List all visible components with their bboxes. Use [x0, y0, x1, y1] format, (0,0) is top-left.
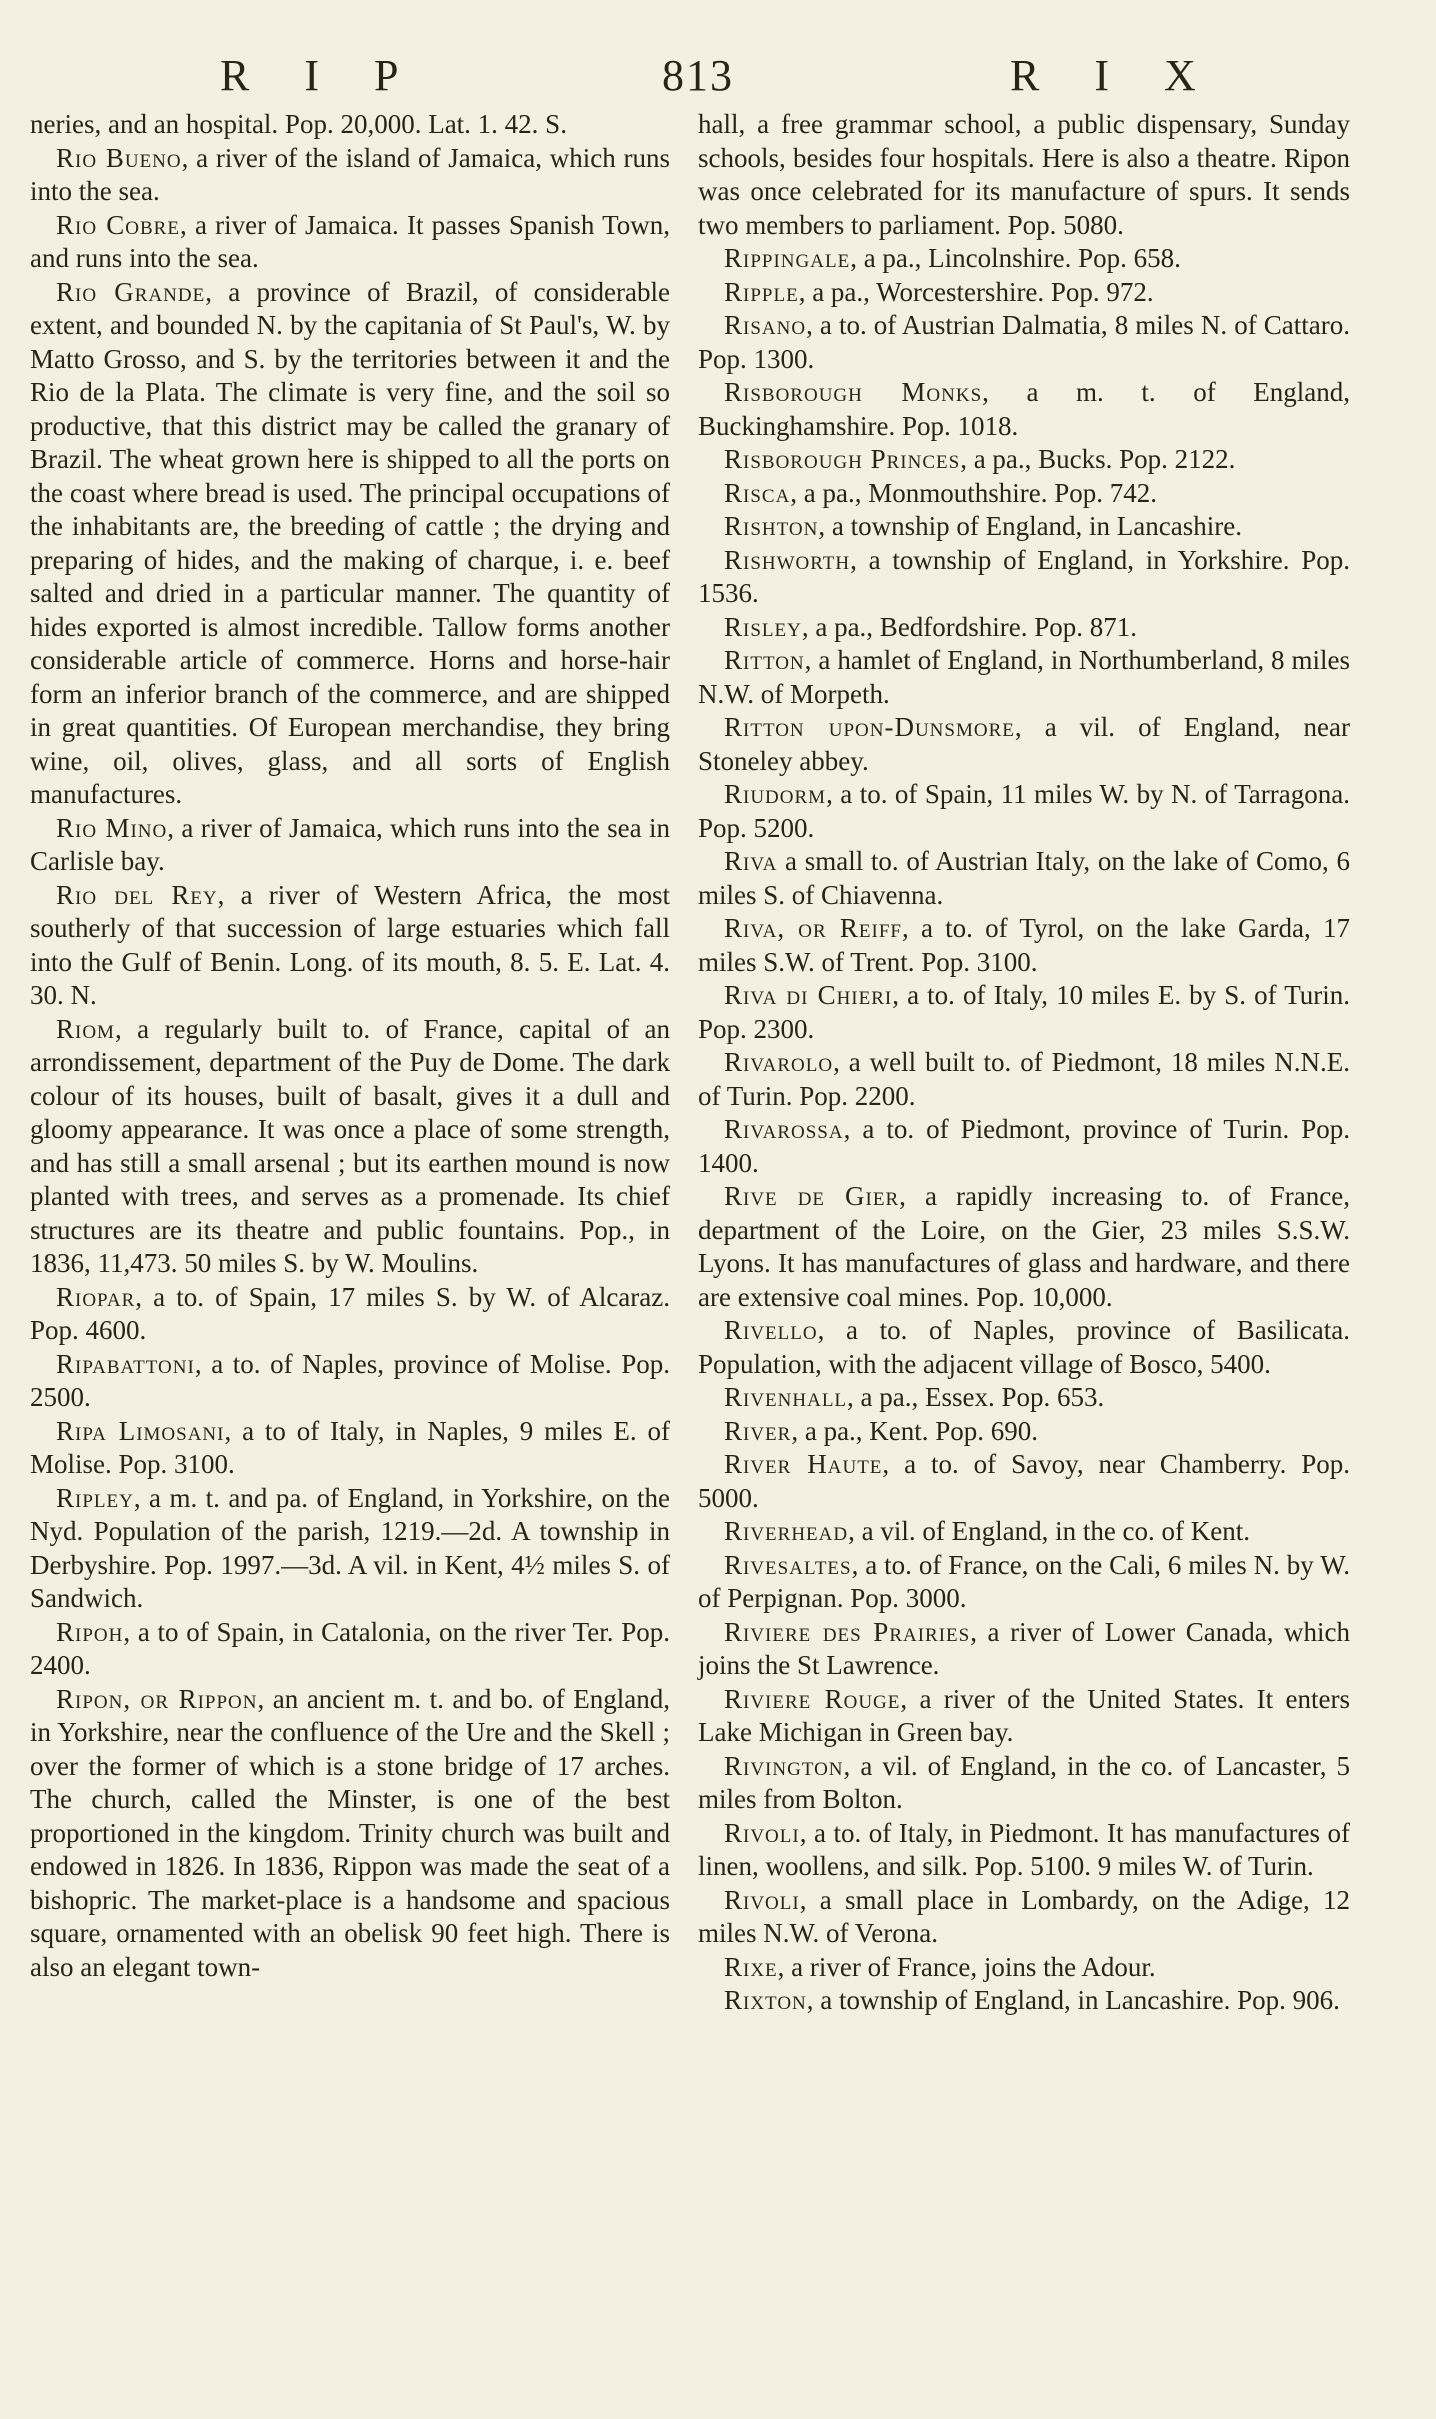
entry-headword: Riverhead: [724, 1516, 849, 1546]
entry-headword: Rishworth: [724, 544, 851, 575]
header-left-guideword: R I P: [220, 51, 421, 100]
entry-text: , a vil. of England, in the co. of Lancaster, 5 miles from Bolton.: [698, 1750, 1350, 1814]
entry-headword: Rivarolo: [724, 1047, 834, 1077]
entry-text: , a to. of Spain, 11 miles W. by N. of Tarragona. Pop. 5200.: [698, 779, 1350, 843]
entry-text: , a to. of Italy, 10 miles E. by S. of Turin. Pop. 2300.: [698, 980, 1350, 1044]
dictionary-entry: [30, 1683, 670, 1985]
dictionary-entry: [698, 510, 1350, 544]
entry-text: , a vil. of England, near Stoneley abbey.: [698, 712, 1350, 776]
entry-text: a small to. of Austrian Italy, on the lake of Como, 6 miles S. of Chiavenna.: [698, 846, 1350, 910]
entry-text: , a pa., Essex. Pop. 653.: [847, 1382, 1105, 1412]
entry-headword: Riva di Chieri: [724, 980, 893, 1010]
entry-text: , a pa., Kent. Pop. 690.: [791, 1415, 1039, 1446]
entry-headword: Rio Grande: [56, 276, 206, 307]
dictionary-entry: [698, 108, 1350, 242]
entry-text: , a to. of Piedmont, province of Turin. Pop. 1400.: [698, 1114, 1350, 1178]
dictionary-entry: [698, 1683, 1350, 1750]
entry-headword: Ripa Limosani: [56, 1415, 225, 1446]
entry-text: , a to. of Italy, in Piedmont. It has manufactures of linen, woollens, and silk. Pop. 5100. 9 miles W. of Turin.: [698, 1817, 1350, 1881]
dictionary-entry: [30, 276, 670, 812]
entry-headword: Risano: [724, 310, 807, 340]
entry-text: , a well built to. of Piedmont, 18 miles N.N.E. of Turin. Pop. 2200.: [698, 1047, 1350, 1111]
entry-headword: Risborough Monks: [724, 377, 983, 407]
entry-headword: Risley: [724, 611, 802, 642]
entry-headword: Riviere Rouge: [724, 1683, 901, 1714]
dictionary-entry: [30, 1281, 670, 1348]
dictionary-entry: [698, 1951, 1350, 1985]
entry-headword: Rivello: [724, 1315, 818, 1345]
entry-text: , a to. of Spain, 17 miles S. by W. of Alcaraz. Pop. 4600.: [30, 1281, 670, 1345]
header-right-guideword: R I X: [1010, 51, 1218, 100]
entry-text: , a river of Lower Canada, which joins the St Lawrence.: [698, 1616, 1350, 1680]
dictionary-entry: [698, 376, 1350, 443]
entry-headword: Rippingale: [724, 243, 851, 273]
entry-headword: Ritton: [724, 645, 805, 675]
dictionary-entry: [30, 1616, 670, 1683]
entry-text: hall, a free grammar school, a public dispensary, Sunday schools, besides four hospitals. Here is also a theatre. Ripon was once celebrated for its manufacture of spurs. It sends two members to parliament. Pop. 5080.: [698, 109, 1350, 240]
entry-text: , a river of Jamaica. It passes Spanish Town, and runs into the sea.: [30, 209, 670, 273]
entry-headword: Riva, or Reiff: [724, 913, 902, 943]
entry-text: , a rapidly increasing to. of France, department of the Loire, on the Gier, 23 miles S.S.W. Lyons. It has manufactures of glass and hardware, and there are extensive coal mines. Pop. 10,000.: [698, 1181, 1350, 1312]
dictionary-entry: [30, 209, 670, 276]
dictionary-entry: [698, 912, 1350, 979]
entry-text: , a pa., Lincolnshire. Pop. 658.: [850, 243, 1181, 273]
page-number: 813: [662, 51, 734, 100]
entry-text: , a pa., Bedfordshire. Pop. 871.: [801, 611, 1138, 642]
entry-headword: Ritton upon-Dunsmore: [724, 712, 1015, 742]
entry-headword: Ripoh: [56, 1616, 124, 1647]
entry-headword: Rivenhall: [724, 1382, 848, 1412]
dictionary-entry: [30, 1482, 670, 1616]
entry-headword: Rishton: [724, 511, 819, 541]
entry-headword: Ripon, or Rippon: [56, 1683, 258, 1714]
entry-text: , a to. of Savoy, near Chamberry. Pop. 5000.: [698, 1449, 1351, 1513]
entry-text: , a river of France, joins the Adour.: [777, 1951, 1156, 1982]
entry-headword: Rixe: [724, 1951, 778, 1982]
entry-text: , a regularly built to. of France, capital of an arrondissement, department of the Puy de Dome. The dark colour of its houses, built of basalt, gives it a dull and gloomy appearance. It was once a place of some strength, and has still a small arsenal ; but its earthen mound is now planted with trees, and serves as a promenade. Its chief structures are its theatre and public fountains. Pop., in 1836, 11,473. 50 miles S. by W. Moulins.: [30, 1013, 670, 1278]
entry-text: , a small place in Lombardy, on the Adige, 12 miles N.W. of Verona.: [698, 1884, 1350, 1948]
entry-headword: Riva: [724, 846, 778, 876]
dictionary-entry: [698, 1750, 1350, 1817]
dictionary-entry: [698, 1884, 1350, 1951]
entry-headword: Rivoli: [724, 1884, 800, 1915]
entry-text: , an ancient m. t. and bo. of England, in Yorkshire, near the confluence of the Ure and the Skell ; over the former of which is a stone bridge of 17 arches. The church, called the Minster, is one of the best proportioned in the kingdom. Trinity church was built and endowed in 1826. In 1836, Rippon was made the seat of a bishopric. The market-place is a handsome and spacious square, ornamented with an obelisk 90 feet high. There is also an elegant town-: [30, 1683, 670, 1982]
entry-headword: Ripley: [56, 1482, 134, 1513]
dictionary-entry: [698, 1984, 1350, 2018]
dictionary-entry: [698, 1616, 1350, 1683]
dictionary-entry: [698, 979, 1350, 1046]
entry-text: , a vil. of England, in the co. of Kent.: [848, 1516, 1251, 1546]
dictionary-entry: [698, 1817, 1350, 1884]
dictionary-entry: [698, 242, 1350, 276]
dictionary-entry: [30, 1013, 670, 1281]
right-column: [698, 108, 1350, 2018]
dictionary-entry: [698, 1515, 1350, 1549]
entry-text: , a river of Jamaica, which runs into the sea in Carlisle bay.: [30, 812, 670, 876]
entry-text: , a pa., Worcestershire. Pop. 972.: [798, 276, 1154, 307]
dictionary-entry: [698, 276, 1350, 310]
entry-text: , a township of England, in Lancashire. Pop. 906.: [806, 1985, 1340, 2015]
entry-headword: Risborough Princes: [724, 444, 961, 474]
entry-headword: Rio del Rey: [56, 879, 218, 910]
entry-headword: Riudorm: [724, 779, 827, 809]
dictionary-entry: [30, 879, 670, 1013]
dictionary-entry: [698, 1314, 1350, 1381]
entry-headword: Rixton: [724, 1985, 807, 2015]
dictionary-entry: [30, 1415, 670, 1482]
entry-text: , a m. t. and pa. of England, in Yorkshire, on the Nyd. Population of the parish, 1219.—2d. A township in Derbyshire. Pop. 1997.—3d. A vil. in Kent, 4½ miles S. of Sandwich.: [30, 1482, 670, 1613]
dictionary-entry: [698, 544, 1350, 611]
dictionary-entry: [30, 108, 670, 142]
entry-text: neries, and an hospital. Pop. 20,000. Lat. 1. 42. S.: [30, 109, 567, 139]
entry-text: , a township of England, in Yorkshire. Pop. 1536.: [698, 544, 1350, 608]
running-header: [0, 46, 1436, 106]
entry-headword: Riom: [56, 1013, 115, 1044]
dictionary-entry: [698, 309, 1350, 376]
entry-text: , a to of Spain, in Catalonia, on the river Ter. Pop. 2400.: [30, 1616, 670, 1680]
entry-text: , a to. of Austrian Dalmatia, 8 miles N. of Cattaro. Pop. 1300.: [698, 310, 1350, 374]
entry-text: , a township of England, in Lancashire.: [818, 511, 1242, 541]
dictionary-entry: [698, 1549, 1350, 1616]
dictionary-entry: [698, 477, 1350, 511]
entry-headword: River Haute: [724, 1449, 883, 1479]
entry-headword: Rivarossa: [724, 1114, 844, 1144]
entry-text: , a pa., Monmouthshire. Pop. 742.: [790, 477, 1158, 508]
dictionary-entry: [698, 1448, 1350, 1515]
entry-text: , a to. of Tyrol, on the lake Garda, 17 miles S.W. of Trent. Pop. 3100.: [698, 913, 1350, 977]
entry-headword: Rivington: [724, 1750, 844, 1781]
left-column: [30, 108, 670, 1984]
dictionary-entry: [698, 611, 1350, 645]
entry-text: , a pa., Bucks. Pop. 2122.: [960, 444, 1236, 474]
entry-headword: Ripple: [724, 276, 799, 307]
dictionary-entry: [30, 142, 670, 209]
entry-text: , a to. of Naples, province of Molise. Pop. 2500.: [30, 1348, 670, 1412]
entry-text: , a to. of France, on the Cali, 6 miles N. by W. of Perpignan. Pop. 3000.: [698, 1549, 1350, 1613]
entry-text: , a to. of Naples, province of Basilicata. Population, with the adjacent village of Bosco, 5400.: [698, 1315, 1350, 1379]
entry-headword: Riviere des Prairies: [724, 1616, 971, 1647]
dictionary-entry: [698, 1180, 1350, 1314]
entry-headword: Rio Bueno: [56, 142, 182, 173]
entry-headword: Rio Cobre: [56, 209, 180, 240]
entry-text: , a to of Italy, in Naples, 9 miles E. of Molise. Pop. 3100.: [30, 1415, 670, 1479]
entry-text: , a river of the United States. It enters Lake Michigan in Green bay.: [698, 1683, 1350, 1747]
dictionary-entry: [698, 1381, 1350, 1415]
dictionary-entry: [698, 711, 1350, 778]
dictionary-entry: [30, 1348, 670, 1415]
dictionary-entry: [698, 1415, 1350, 1449]
entry-text: , a river of Western Africa, the most southerly of that succession of large estuaries which fall into the Gulf of Benin. Long. of its mouth, 8. 5. E. Lat. 4. 30. N.: [30, 879, 670, 1010]
entry-text: , a province of Brazil, of considerable extent, and bounded N. by the capitania of St Paul's, W. by Matto Grosso, and S. by the territories between it and the Rio de la Plata. The climate is very fine, and the soil so productive, that this district may be called the granary of Brazil. The wheat grown here is shipped to all the ports on the coast where bread is used. The principal occupations of the inhabitants are, the breeding of cattle ; the drying and preparing of hides, and the making of charque, i. e. beef salted and dried in a particular manner. The quantity of hides exported is almost incredible. Tallow forms another considerable article of commerce. Horns and horse-hair form an inferior branch of the commerce, and are shipped in great quantities. Of European merchandise, they bring wine, oil, olives, glass, and all sorts of English manufactures.: [30, 276, 671, 809]
entry-headword: Riopar: [56, 1281, 136, 1312]
dictionary-entry: [698, 443, 1350, 477]
entry-text: , a hamlet of England, in Northumberland, 8 miles N.W. of Morpeth.: [698, 645, 1350, 709]
dictionary-entry: [698, 778, 1350, 845]
entry-text: , a m. t. of England, Buckinghamshire. Pop. 1018.: [698, 377, 1350, 441]
entry-headword: Rive de Gier: [724, 1181, 900, 1211]
entry-headword: Rio Mino: [56, 812, 168, 843]
dictionary-entry: [698, 845, 1350, 912]
dictionary-entry: [698, 1046, 1350, 1113]
entry-headword: Ripabattoni: [56, 1348, 195, 1379]
entry-text: , a river of the island of Jamaica, which runs into the sea.: [30, 142, 670, 206]
entry-headword: Rivoli: [724, 1817, 800, 1848]
dictionary-entry: [30, 812, 670, 879]
entry-headword: Risca: [724, 477, 791, 508]
dictionary-entry: [698, 1113, 1350, 1180]
entry-headword: Rivesaltes: [724, 1549, 852, 1580]
dictionary-entry: [698, 644, 1350, 711]
entry-headword: River: [724, 1415, 792, 1446]
